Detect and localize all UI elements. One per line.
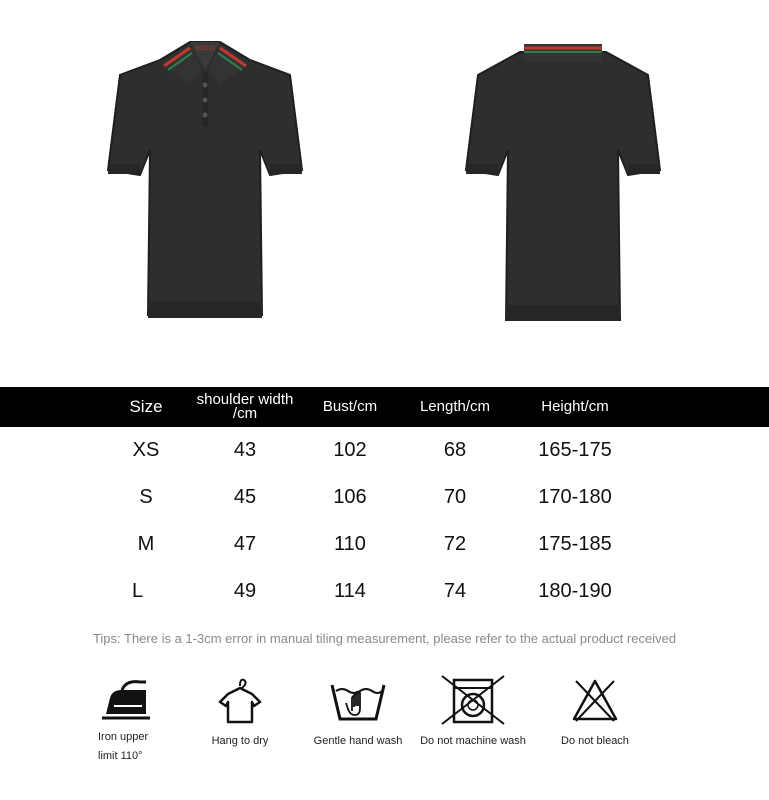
cell-shoulder: 47 bbox=[233, 533, 257, 555]
cell-height: 165-175 bbox=[538, 439, 612, 461]
care-item-iron bbox=[66, 672, 186, 766]
care-label: Hang to dry bbox=[211, 735, 269, 747]
cell-height: 175-185 bbox=[538, 533, 612, 555]
hand-wash-icon bbox=[298, 672, 418, 728]
cell-bust: 102 bbox=[333, 439, 367, 461]
cell-length: 70 bbox=[443, 486, 467, 508]
table-row bbox=[0, 568, 769, 615]
cell-shoulder: 49 bbox=[233, 580, 257, 602]
cell-length: 68 bbox=[443, 439, 467, 461]
cell-height: 180-190 bbox=[538, 580, 612, 602]
cell-length: 74 bbox=[443, 580, 467, 602]
cell-bust: 110 bbox=[334, 533, 366, 555]
table-row bbox=[0, 427, 769, 474]
cell-shoulder: 43 bbox=[233, 439, 257, 461]
cell-height: 170-180 bbox=[538, 486, 612, 508]
header-size: Size bbox=[129, 397, 163, 416]
care-label: Iron upper limit 110° bbox=[98, 731, 149, 762]
care-item-hand-wash bbox=[298, 672, 418, 751]
cell-size: XS bbox=[132, 439, 160, 461]
shirt-front-image bbox=[90, 30, 320, 330]
cell-shoulder: 45 bbox=[233, 486, 257, 508]
cell-length: 72 bbox=[443, 533, 467, 555]
cell-size: M bbox=[137, 533, 155, 555]
header-length: Length/cm bbox=[419, 398, 491, 415]
cell-size: L bbox=[132, 580, 144, 602]
no-bleach-icon bbox=[535, 672, 655, 728]
iron-icon bbox=[66, 672, 186, 728]
header-bust: Bust/cm bbox=[322, 398, 378, 415]
care-item-no-machine-wash bbox=[413, 672, 533, 751]
shirt-back-image bbox=[448, 30, 678, 330]
hang-dry-icon bbox=[180, 672, 300, 728]
table-row bbox=[0, 521, 769, 568]
care-item-hang-dry bbox=[180, 672, 300, 751]
cell-size: S bbox=[139, 486, 153, 508]
cell-bust: 106 bbox=[333, 486, 367, 508]
table-row bbox=[0, 474, 769, 521]
collar-logo: GUCCI bbox=[195, 46, 215, 52]
care-label: Do not machine wash bbox=[420, 735, 526, 747]
header-height: Height/cm bbox=[541, 398, 609, 415]
header-shoulder-width: shoulder width /cm bbox=[196, 391, 294, 422]
care-label: Do not bleach bbox=[561, 735, 629, 747]
care-item-no-bleach bbox=[535, 672, 655, 751]
size-chart-table bbox=[0, 387, 769, 615]
measurement-tips: Tips: There is a 1-3cm error in manual tiling measurement, please refer to the actual product received bbox=[92, 631, 677, 646]
cell-bust: 114 bbox=[334, 580, 366, 602]
table-header-row bbox=[0, 387, 769, 427]
care-label: Gentle hand wash bbox=[313, 735, 403, 747]
no-machine-wash-icon bbox=[413, 672, 533, 728]
